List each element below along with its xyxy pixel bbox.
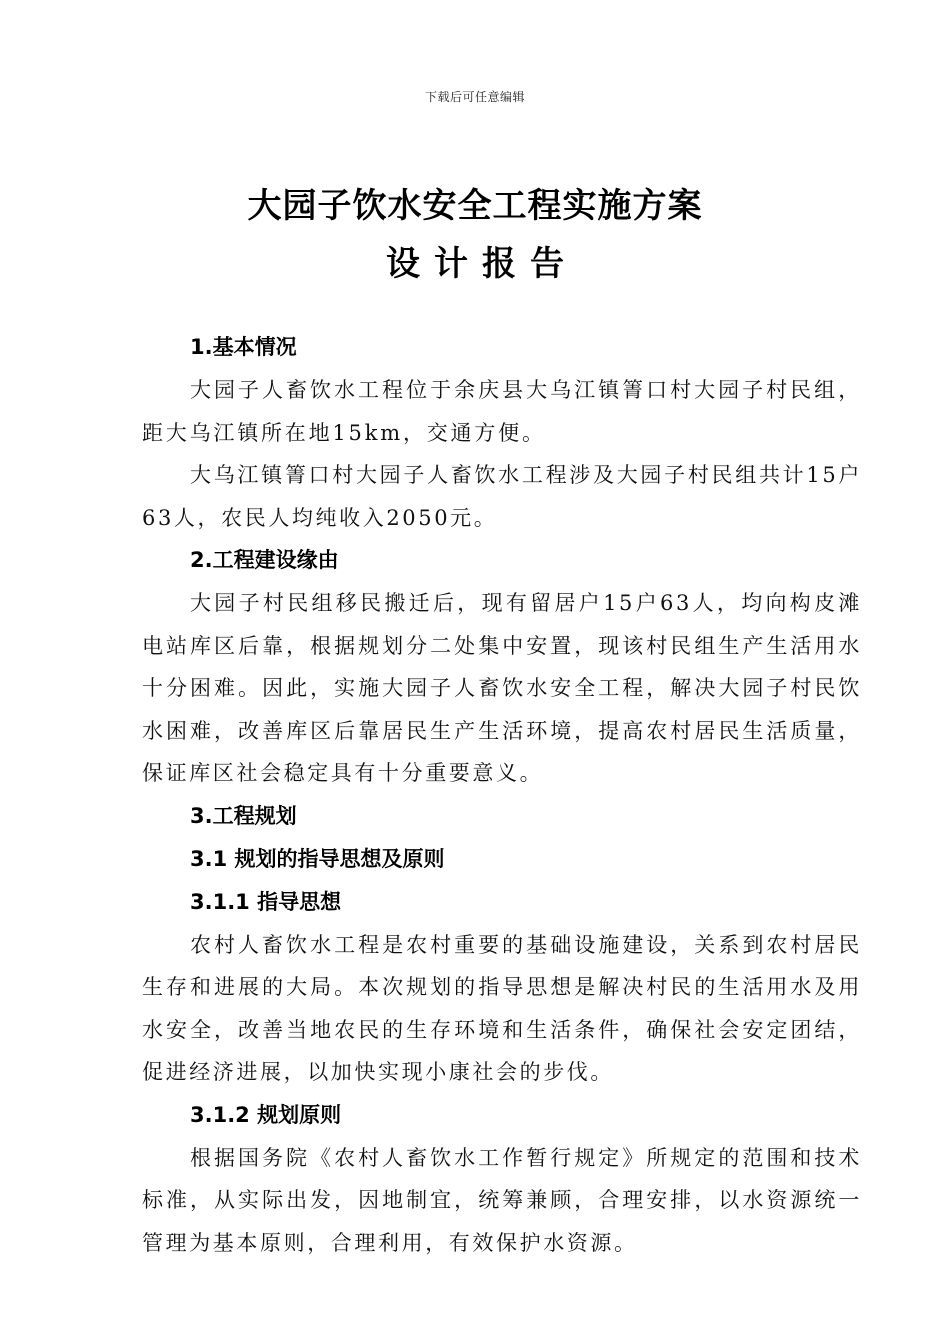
- document-body: [142, 326, 862, 1264]
- document-subtitle: 设计报告: [386, 244, 578, 284]
- document-title: 大园子饮水安全工程实施方案: [247, 186, 703, 226]
- section-heading: 3.工程规划: [190, 803, 297, 828]
- paragraph: 大园子村民组移民搬迁后，现有留居户15户63人，均向构皮滩电站库区后靠，根据规划分二处集中安置，现该村民组生产生活用水十分困难。因此，实施大园子人畜饮水安全工程，解决大园子村民饮水困难，改善库区后靠居民生产生活环境，提高农村居民生活质量，保证库区社会稳定具有十分重要意义。: [142, 591, 862, 785]
- paragraph: 根据国务院《农村人畜饮水工作暂行规定》所规定的范围和技术标准，从实际出发，因地制宜，统筹兼顾，合理安排，以水资源统一管理为基本原则，合理利用，有效保护水资源。: [142, 1145, 862, 1255]
- header-note: 下载后可任意编辑: [424, 90, 525, 104]
- subsection-heading: 3.1 规划的指导思想及原则: [190, 846, 445, 871]
- paragraph: 农村人畜饮水工程是农村重要的基础设施建设，关系到农村居民生存和进展的大局。本次规划的指导思想是解决村民的生活用水及用水安全，改善当地农民的生存环境和生活条件，确保社会安定团结，促进经济进展，以加快实现小康社会的步伐。: [142, 932, 862, 1084]
- section-heading: 1.基本情况: [190, 335, 297, 359]
- section-heading: 2.工程建设缘由: [190, 548, 339, 572]
- paragraph: 大园子人畜饮水工程位于余庆县大乌江镇箐口村大园子村民组，距大乌江镇所在地15km，交通方便。: [142, 378, 862, 445]
- paragraph: 大乌江镇箐口村大园子人畜饮水工程涉及大园子村民组共计15户63人，农民人均纯收入2050元。: [142, 463, 862, 530]
- subsection-heading: 3.1.1 指导思想: [190, 889, 342, 914]
- subsection-heading: 3.1.2 规划原则: [190, 1102, 342, 1127]
